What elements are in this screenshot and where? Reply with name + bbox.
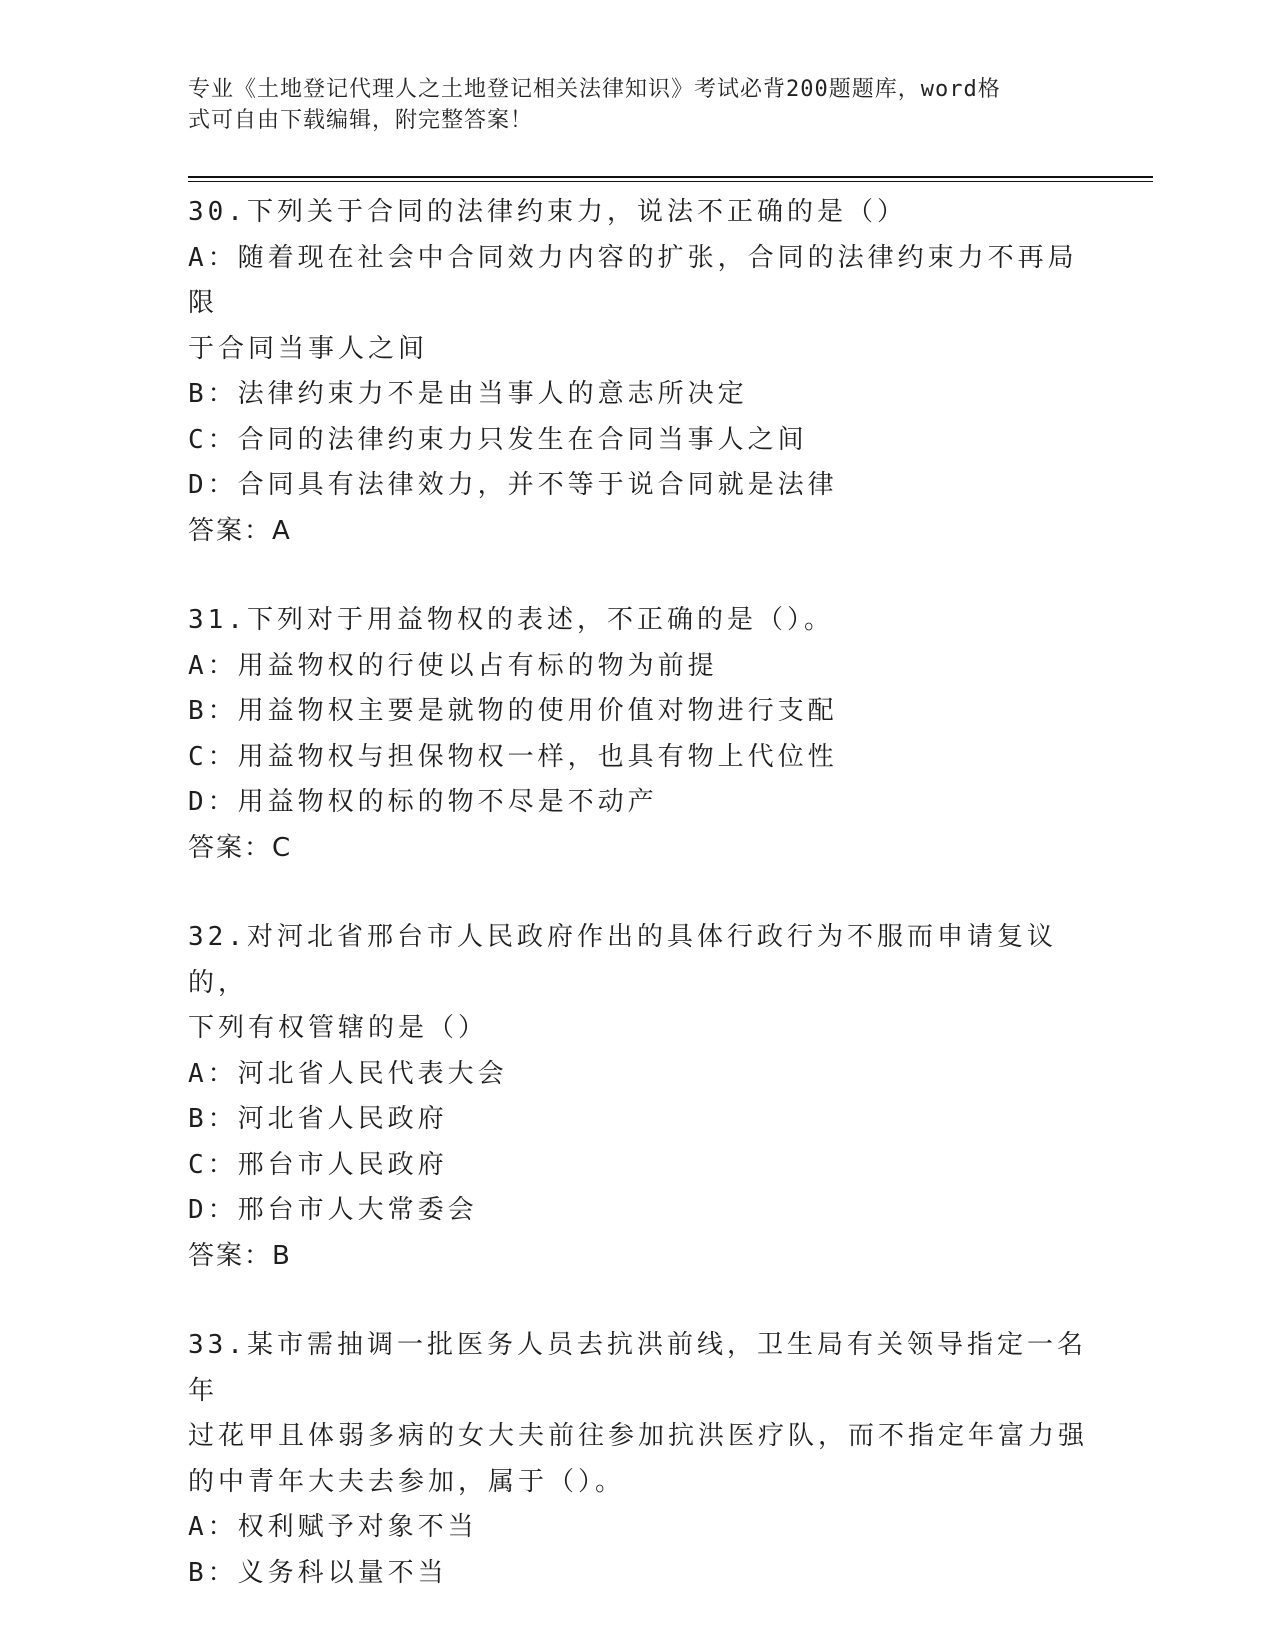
question-stem: 31.下列对于用益物权的表述，不正确的是（）。 xyxy=(188,605,834,635)
question-stem: 33.某市需抽调一批医务人员去抗洪前线，卫生局有关领导指定一名年 xyxy=(188,1330,1087,1406)
question-31 xyxy=(188,598,1088,871)
question-stem: 下列有权管辖的是（） xyxy=(188,1013,489,1043)
option-a: A：权利赋予对象不当 xyxy=(188,1512,478,1542)
option-c: C：合同的法律约束力只发生在合同当事人之间 xyxy=(188,424,808,455)
option-a xyxy=(188,236,1088,373)
question-stem: 过花甲且体弱多病的女大夫前往参加抗洪医疗队，而不指定年富力强 xyxy=(188,1421,1089,1451)
header-line: 式可自由下载编辑，附完整答案！ xyxy=(188,108,534,133)
header-divider xyxy=(188,176,1153,178)
question-33 xyxy=(188,1323,1088,1596)
header-divider-thin xyxy=(188,181,1153,182)
question-32 xyxy=(188,915,1088,1279)
option-d: D：用益物权的标的物不尽是不动产 xyxy=(188,787,658,817)
question-list xyxy=(188,190,1088,1640)
answer-label: 答案：A xyxy=(188,515,292,546)
header-line: 专业《土地登记代理人之土地登记相关法律知识》考试必背200题题库，word格 xyxy=(188,77,1001,102)
option-a: A：河北省人民代表大会 xyxy=(188,1058,508,1089)
answer-label: 答案：B xyxy=(188,1240,292,1271)
option-b: B：河北省人民政府 xyxy=(188,1104,448,1134)
option-c: C：邢台市人民政府 xyxy=(188,1149,448,1180)
option-line: A：随着现在社会中合同效力内容的扩张，合同的法律约束力不再局限 xyxy=(188,242,1078,318)
option-d: D：合同具有法律效力，并不等于说合同就是法律 xyxy=(188,470,838,500)
option-c: C：用益物权与担保物权一样，也具有物上代位性 xyxy=(188,741,838,772)
document-header xyxy=(188,74,1068,136)
option-b: B：用益物权主要是就物的使用价值对物进行支配 xyxy=(188,696,838,726)
question-30 xyxy=(188,190,1088,554)
question-stem: 32.对河北省邢台市人民政府作出的具体行政行为不服而申请复议的， xyxy=(188,922,1057,998)
option-a: A：用益物权的行使以占有标的物为前提 xyxy=(188,650,718,681)
answer-label: 答案：C xyxy=(188,832,293,863)
option-line: 于合同当事人之间 xyxy=(188,333,429,364)
question-stem: 的中青年大夫去参加，属于（）。 xyxy=(188,1466,626,1497)
option-b: B：法律约束力不是由当事人的意志所决定 xyxy=(188,379,748,409)
question-stem: 30.下列关于合同的法律约束力，说法不正确的是（） xyxy=(188,197,907,227)
option-b: B：义务科以量不当 xyxy=(188,1557,448,1588)
option-d: D：邢台市人大常委会 xyxy=(188,1195,478,1225)
